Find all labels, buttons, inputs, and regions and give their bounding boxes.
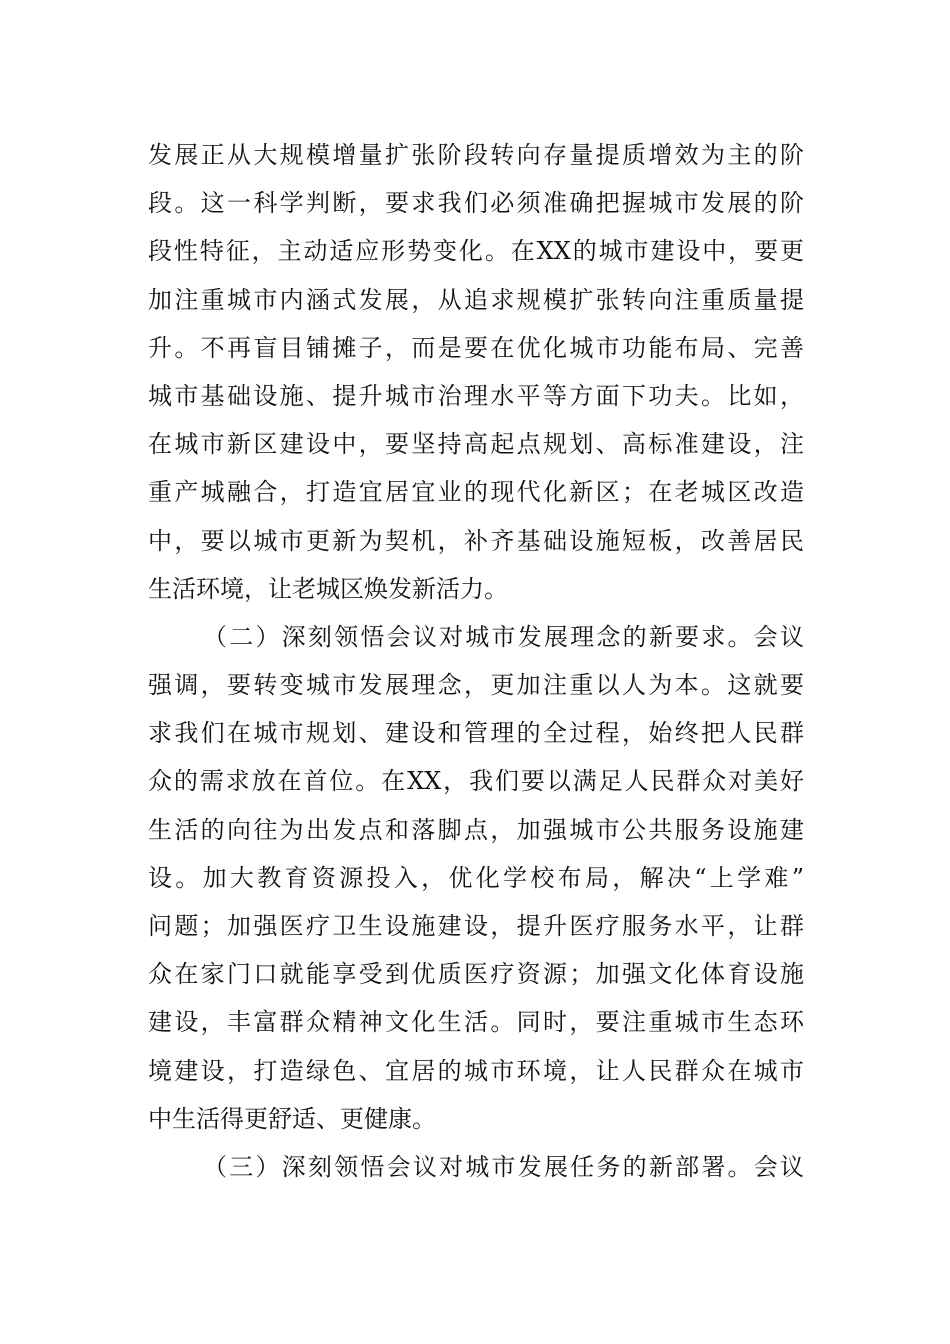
text-line: 加注重城市内涵式发展，从追求规模扩张转向注重质量提 [148,285,804,314]
text-line: 问题；加强医疗卫生设施建设，提升医疗服务水平，让群 [148,912,804,940]
text-line: 段性特征，主动适应形势变化。在XX的城市建设中，要更 [148,237,804,266]
text-line: 段。这一科学判断，要求我们必须准确把握城市发展的阶 [148,189,804,218]
text-line: 强调，要转变城市发展理念，更加注重以人为本。这就要 [148,671,804,700]
document-page [148,131,804,1191]
text-line: 众在家门口就能享受到优质医疗资源；加强文化体育设施 [148,960,804,989]
text-line: 求我们在城市规划、建设和管理的全过程，始终把人民群 [148,719,804,748]
section-heading-line: （三）深刻领悟会议对城市发展任务的新部署。会议 [203,1152,804,1181]
section-heading-line: （二）深刻领悟会议对城市发展理念的新要求。会议 [203,622,804,651]
text-line: 发展正从大规模增量扩张阶段转向存量提质增效为主的阶 [148,141,804,169]
text-line: 建设，丰富群众精神文化生活。同时，要注重城市生态环 [148,1008,804,1037]
paragraph-1 [148,131,804,613]
text-line: 生活的向往为出发点和落脚点，加强城市公共服务设施建 [148,815,804,844]
text-line: 生活环境，让老城区焕发新活力。 [148,574,508,603]
text-line: 重产城融合，打造宜居宜业的现代化新区；在老城区改造 [148,478,804,507]
text-line: 城市基础设施、提升城市治理水平等方面下功夫。比如， [148,381,804,410]
text-line: 在城市新区建设中，要坚持高起点规划、高标准建设，注 [148,430,804,459]
text-line: 中，要以城市更新为契机，补齐基础设施短板，改善居民 [148,526,804,555]
paragraph-2 [148,613,804,1143]
text-line: 中生活得更舒适、更健康。 [148,1104,436,1133]
text-line: 设。加大教育资源投入，优化学校布局，解决“上学难” [148,863,804,892]
text-line: 境建设，打造绿色、宜居的城市环境，让人民群众在城市 [148,1056,804,1085]
text-line: 众的需求放在首位。在XX，我们要以满足人民群众对美好 [148,767,804,796]
text-line: 升。不再盲目铺摊子，而是要在优化城市功能布局、完善 [148,333,804,362]
paragraph-3 [148,1143,804,1191]
